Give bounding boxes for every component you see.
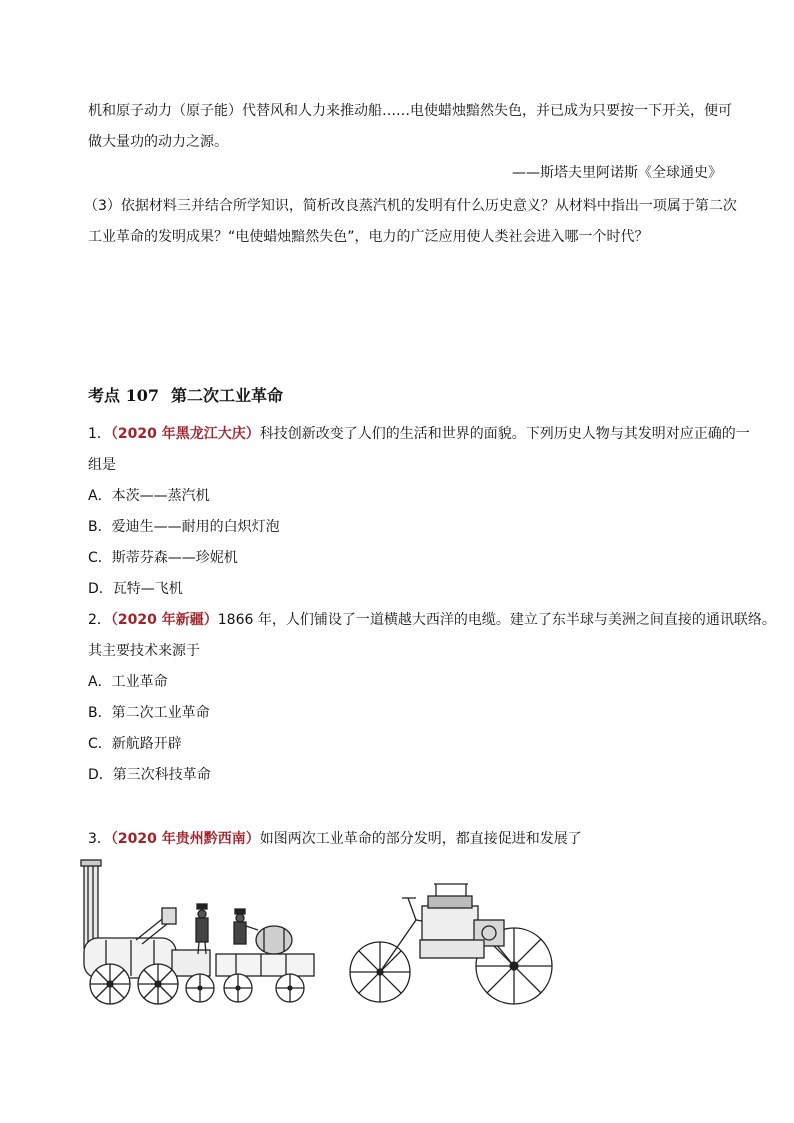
- q1-source: （2020 年黑龙江大庆）: [110, 426, 260, 442]
- q2-number: 2．: [88, 612, 111, 628]
- material-citation: ——斯塔夫里阿诺斯《全球通史》: [512, 165, 722, 181]
- q1-number: 1．: [88, 426, 111, 442]
- q2-stem-text: 1866 年，人们铺设了一道横越大西洋的电缆。建立了东半球与美洲之间直接的通讯联络。: [217, 612, 776, 628]
- question3-line-2: 工业革命的发明成果？“电使蜡烛黯然失色”，电力的广泛应用使人类社会进入哪一个时代？: [88, 229, 649, 245]
- question3-line-1: （3）依据材料三并结合所学知识，简析改良蒸汽机的发明有什么历史意义？从材料中指出一项属于第二次: [84, 198, 737, 214]
- q2-stem-line-1: [88, 610, 776, 630]
- q1-option-a: A．本茨——蒸汽机: [88, 488, 210, 504]
- benz-motorcar-illustration: [346, 880, 556, 1015]
- q2-option-a: A．工业革命: [88, 674, 168, 690]
- q1-stem-line-1: [88, 424, 750, 444]
- q2-option-d: D．第三次科技革命: [88, 767, 211, 783]
- q2-source: （2020 年新疆）: [110, 612, 218, 628]
- q3-number: 3．: [88, 831, 111, 847]
- q1-option-b: B．爱迪生——耐用的白炽灯泡: [88, 519, 280, 535]
- material-line-1: 机和原子动力（原子能）代替风和人力来推动船……电使蜡烛黯然失色，并已成为只要按一下开关，便可: [88, 103, 732, 119]
- section-title: 第二次工业革命: [170, 386, 283, 405]
- steam-locomotive-illustration: [76, 858, 326, 1008]
- q3-stem-text: 如图两次工业革命的部分发明，都直接促进和发展了: [259, 831, 582, 847]
- q1-stem-text: 科技创新改变了人们的生活和世界的面貌。下列历史人物与其发明对应正确的一: [259, 426, 750, 442]
- q3-stem: [88, 829, 582, 849]
- section-heading: [88, 385, 283, 407]
- q2-option-b: B．第二次工业革命: [88, 705, 210, 721]
- q1-option-d: D．瓦特—飞机: [88, 581, 183, 597]
- q3-source: （2020 年贵州黔西南）: [110, 831, 260, 847]
- q2-option-c: C．新航路开辟: [88, 736, 182, 752]
- q1-option-c: C．斯蒂芬森——珍妮机: [88, 550, 238, 566]
- q2-stem-line-2: 其主要技术来源于: [88, 643, 200, 659]
- material-line-2: 做大量功的动力之源。: [88, 134, 228, 150]
- q1-stem-line-2: 组是: [88, 457, 116, 473]
- section-label: 考点 107: [88, 386, 159, 405]
